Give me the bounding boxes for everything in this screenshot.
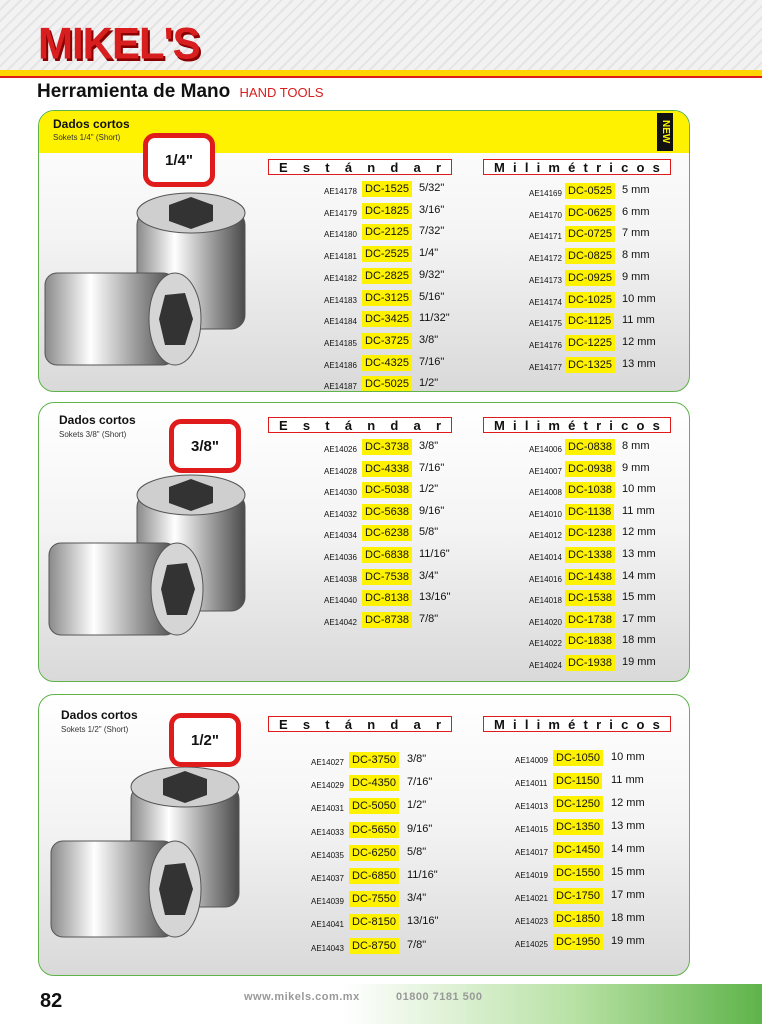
- header-letter: s: [652, 159, 660, 175]
- header-letter: c: [621, 716, 629, 732]
- product-model: DC-1038: [565, 482, 615, 498]
- brand-logo: MIKEL'S: [38, 18, 200, 69]
- product-code: AE14032: [324, 509, 357, 519]
- product-model: DC-6238: [362, 525, 412, 541]
- header-letter: E: [279, 159, 288, 175]
- footer-background: [0, 984, 762, 1024]
- header-letter: a: [413, 716, 421, 732]
- product-size: 12 mm: [611, 797, 645, 809]
- product-model: DC-5650: [349, 822, 399, 838]
- product-model: DC-1938: [565, 655, 615, 671]
- product-code: AE14185: [324, 338, 357, 348]
- product-model: DC-5038: [362, 482, 412, 498]
- header-letter: r: [435, 716, 441, 732]
- header-letter: c: [621, 417, 629, 433]
- header-letter: i: [609, 159, 613, 175]
- metric-header: [483, 716, 671, 732]
- header-letter: M: [494, 417, 505, 433]
- header-letter: i: [609, 417, 613, 433]
- header-letter: á: [344, 716, 353, 732]
- product-size: 7/8": [407, 938, 427, 951]
- product-code: AE14020: [529, 617, 562, 627]
- product-code: AE14039: [311, 897, 344, 907]
- header-letter: t: [583, 716, 588, 732]
- product-model: DC-1438: [565, 569, 615, 585]
- header-letter: n: [367, 716, 376, 732]
- product-code: AE14010: [529, 509, 562, 519]
- product-model: DC-1838: [565, 633, 615, 649]
- product-model: DC-1138: [565, 504, 614, 520]
- product-code: AE14018: [529, 596, 562, 606]
- header-letter: i: [536, 417, 541, 433]
- section-header-band: [39, 111, 689, 153]
- header-letter: M: [494, 716, 505, 732]
- product-size: 8 mm: [622, 440, 650, 452]
- header-letter: s: [652, 716, 660, 732]
- product-code: AE14177: [529, 362, 562, 372]
- product-model: DC-1525: [362, 181, 412, 197]
- product-size: 15 mm: [622, 591, 656, 604]
- product-size: 11 mm: [622, 314, 655, 327]
- product-size: 10 mm: [622, 292, 656, 305]
- product-code: AE14176: [529, 340, 562, 350]
- product-model: DC-1325: [565, 357, 615, 373]
- product-size: 9/32": [419, 268, 445, 281]
- product-model: DC-1538: [565, 590, 615, 606]
- section-panel-half-inch: [38, 694, 690, 976]
- section-subtitle: Sokets 1/2" (Short): [61, 725, 129, 734]
- header-letter: o: [636, 417, 645, 433]
- product-size: 1/2": [419, 483, 439, 496]
- product-model: DC-1550: [553, 865, 603, 881]
- section-subtitle: Sokets 3/8" (Short): [59, 430, 127, 439]
- section-panel-three-eighths-inch: [38, 402, 690, 682]
- header-letter: d: [390, 716, 399, 732]
- section-title: Dados cortos: [61, 708, 138, 722]
- product-model: DC-1850: [553, 911, 603, 927]
- header-letter: i: [536, 159, 541, 175]
- product-code: AE14180: [324, 230, 357, 240]
- product-code: AE14030: [324, 488, 357, 498]
- metric-header: [483, 417, 671, 433]
- product-code: AE14184: [324, 317, 357, 327]
- product-size: 8 mm: [622, 249, 650, 262]
- product-size: 12 mm: [622, 335, 656, 348]
- product-model: DC-4350: [349, 775, 399, 791]
- product-model: DC-8750: [349, 938, 399, 954]
- product-code: AE14023: [515, 917, 548, 926]
- product-code: AE14173: [529, 275, 562, 285]
- page-title-text: Herramienta de Mano: [37, 81, 231, 102]
- size-badge: 1/4": [143, 133, 215, 187]
- header-letter: t: [583, 417, 588, 433]
- product-code: AE14007: [529, 466, 562, 476]
- product-size: 13/16": [419, 591, 451, 604]
- product-code: AE14186: [324, 360, 357, 370]
- header-letter: m: [548, 159, 560, 175]
- section-panel-quarter-inch: [38, 110, 690, 392]
- product-code: AE14181: [324, 252, 357, 262]
- product-model: DC-0938: [565, 461, 615, 477]
- product-model: DC-1950: [553, 934, 603, 950]
- product-model: DC-4325: [362, 355, 412, 371]
- product-size: 11/16": [407, 869, 438, 881]
- product-model: DC-1025: [565, 292, 615, 308]
- socket-image: [39, 471, 269, 671]
- product-model: DC-5050: [349, 798, 399, 814]
- product-code: AE14024: [529, 661, 562, 670]
- product-model: DC-3725: [362, 333, 412, 349]
- product-code: AE14035: [311, 850, 344, 860]
- standard-header: [268, 417, 452, 433]
- product-size: 7/8": [419, 612, 439, 625]
- product-code: AE14014: [529, 553, 562, 562]
- product-size: 1/2": [407, 799, 427, 812]
- header-letter: d: [390, 159, 399, 175]
- header-letter: a: [413, 417, 421, 433]
- header-letter: á: [344, 159, 353, 175]
- product-model: DC-6250: [349, 845, 399, 861]
- product-size: 12 mm: [622, 526, 656, 539]
- header-letter: t: [325, 159, 330, 175]
- product-code: AE14169: [529, 189, 562, 198]
- header-letter: i: [609, 716, 613, 732]
- new-badge: NEW: [657, 113, 673, 151]
- product-size: 13 mm: [611, 820, 645, 832]
- product-model: DC-0725: [565, 226, 615, 242]
- product-code: AE14017: [515, 848, 548, 857]
- product-model: DC-1338: [565, 547, 615, 563]
- product-model: DC-6850: [349, 868, 399, 884]
- product-code: AE14175: [529, 319, 562, 329]
- header-letter: d: [390, 417, 399, 433]
- product-size: 13/16": [407, 915, 439, 928]
- product-size: 9 mm: [622, 461, 650, 474]
- product-size: 3/16": [419, 203, 445, 216]
- header-letter: á: [344, 417, 353, 433]
- product-size: 15 mm: [611, 866, 645, 878]
- header-letter: é: [568, 716, 576, 732]
- header-letter: c: [621, 159, 629, 175]
- product-code: AE14013: [515, 802, 548, 811]
- header-letter: m: [548, 417, 560, 433]
- size-badge: 1/2": [169, 713, 241, 767]
- header-letter: E: [279, 716, 288, 732]
- product-model: DC-3125: [362, 290, 412, 306]
- product-size: 7 mm: [622, 227, 650, 240]
- header-letter: n: [367, 417, 376, 433]
- product-size: 13 mm: [622, 548, 656, 560]
- socket-image: [39, 767, 269, 967]
- product-model: DC-5025: [362, 376, 412, 392]
- product-model: DC-3738: [362, 439, 412, 455]
- product-model: DC-3425: [362, 311, 412, 327]
- product-size: 1/4": [419, 247, 439, 260]
- header-letter: é: [568, 159, 576, 175]
- header-letter: a: [413, 159, 421, 175]
- header-letter: r: [596, 159, 602, 175]
- product-model: DC-5638: [362, 504, 412, 520]
- header-letter: l: [524, 159, 529, 175]
- header-letter: l: [524, 716, 529, 732]
- section-title: Dados cortos: [53, 117, 130, 131]
- product-code: AE14019: [515, 871, 548, 880]
- socket-image: [39, 181, 269, 386]
- product-model: DC-8738: [362, 612, 412, 628]
- metric-header: [483, 159, 671, 175]
- product-code: AE14028: [324, 466, 357, 476]
- section-subtitle: Sokets 1/4" (Short): [53, 133, 121, 142]
- header-letter: o: [636, 716, 645, 732]
- footer-phone: 01800 7181 500: [396, 991, 483, 1003]
- product-size: 1/2": [419, 377, 439, 390]
- product-code: AE14026: [324, 445, 357, 454]
- product-code: AE14015: [515, 825, 548, 834]
- header-letter: r: [435, 417, 441, 433]
- product-size: 13 mm: [622, 357, 656, 370]
- product-code: AE14008: [529, 488, 562, 498]
- standard-header: [268, 716, 452, 732]
- product-model: DC-1350: [553, 819, 603, 835]
- header-letter: i: [513, 159, 517, 175]
- header-letter: l: [524, 417, 529, 433]
- header-letter: i: [513, 716, 517, 732]
- product-size: 5/32": [419, 182, 445, 194]
- product-model: DC-6838: [362, 547, 412, 563]
- page-subtitle: HAND TOOLS: [239, 85, 324, 100]
- product-model: DC-7538: [362, 569, 412, 585]
- product-size: 7/32": [419, 225, 445, 238]
- page-number: 82: [40, 990, 63, 1012]
- product-model: DC-4338: [362, 461, 412, 477]
- product-model: DC-1125: [565, 313, 614, 329]
- product-code: AE14012: [529, 531, 562, 541]
- standard-header: [268, 159, 452, 175]
- product-model: DC-1450: [553, 842, 603, 858]
- product-code: AE14182: [324, 273, 357, 283]
- product-code: AE14029: [311, 781, 344, 791]
- header-letter: é: [568, 417, 576, 433]
- header-letter: i: [513, 417, 517, 433]
- product-size: 11/32": [419, 312, 450, 325]
- page-title: [37, 81, 324, 103]
- product-size: 3/4": [407, 892, 427, 905]
- product-size: 7/16": [419, 461, 445, 474]
- section-title: Dados cortos: [59, 413, 136, 427]
- product-code: AE14042: [324, 617, 357, 627]
- product-model: DC-1238: [565, 525, 615, 541]
- product-size: 5/16": [419, 290, 445, 303]
- product-model: DC-8150: [349, 914, 399, 930]
- product-code: AE14034: [324, 531, 357, 541]
- product-model: DC-8138: [362, 590, 412, 606]
- product-code: AE14038: [324, 574, 357, 584]
- product-size: 11 mm: [622, 504, 655, 517]
- header-letter: t: [325, 417, 330, 433]
- header-letter: r: [435, 159, 441, 175]
- product-size: 18 mm: [611, 912, 645, 924]
- product-size: 11/16": [419, 548, 450, 560]
- product-code: AE14025: [515, 940, 548, 949]
- product-model: DC-0838: [565, 439, 615, 455]
- product-code: AE14178: [324, 187, 357, 196]
- product-code: AE14179: [324, 208, 357, 218]
- product-size: 5/8": [407, 845, 427, 858]
- product-size: 19 mm: [611, 935, 645, 947]
- product-code: AE14006: [529, 445, 562, 454]
- product-code: AE14011: [515, 779, 548, 788]
- product-code: AE14037: [311, 874, 344, 883]
- product-model: DC-0825: [565, 248, 615, 264]
- header-letter: s: [302, 159, 311, 175]
- product-code: AE14036: [324, 553, 357, 562]
- product-code: AE14022: [529, 639, 562, 649]
- product-size: 6 mm: [622, 205, 650, 218]
- header-letter: t: [583, 159, 588, 175]
- product-model: DC-1250: [553, 796, 603, 812]
- product-code: AE14172: [529, 254, 562, 264]
- product-model: DC-1825: [362, 203, 412, 219]
- product-size: 9/16": [407, 822, 433, 835]
- header-letter: t: [325, 716, 330, 732]
- product-model: DC-3750: [349, 752, 399, 768]
- size-badge: 3/8": [169, 419, 241, 473]
- header-letter: E: [279, 417, 288, 433]
- product-code: AE14170: [529, 210, 562, 220]
- product-model: DC-0625: [565, 205, 615, 221]
- product-size: 5 mm: [622, 184, 650, 196]
- header-letter: s: [302, 417, 311, 433]
- product-size: 19 mm: [622, 656, 656, 668]
- product-size: 14 mm: [622, 569, 656, 582]
- product-model: DC-2125: [362, 224, 412, 240]
- product-size: 9/16": [419, 504, 445, 517]
- product-size: 18 mm: [622, 634, 656, 647]
- product-code: AE14027: [311, 758, 344, 767]
- product-model: DC-2525: [362, 246, 412, 262]
- product-code: AE14021: [515, 894, 548, 903]
- product-size: 3/8": [419, 440, 439, 452]
- product-model: DC-1150: [553, 773, 602, 789]
- product-size: 10 mm: [611, 751, 645, 763]
- header-letter: i: [536, 716, 541, 732]
- product-code: AE14183: [324, 295, 357, 305]
- product-size: 3/4": [419, 569, 439, 582]
- product-size: 7/16": [407, 776, 433, 789]
- footer-website-link[interactable]: www.mikels.com.mx: [244, 991, 360, 1003]
- header-letter: m: [548, 716, 560, 732]
- product-code: AE14016: [529, 574, 562, 584]
- product-code: AE14043: [311, 943, 344, 953]
- header-letter: r: [596, 716, 602, 732]
- product-code: AE14031: [311, 804, 344, 814]
- header-letter: o: [636, 159, 645, 175]
- product-code: AE14040: [324, 596, 357, 606]
- product-code: AE14033: [311, 827, 344, 837]
- product-model: DC-1050: [553, 750, 603, 766]
- product-code: AE14041: [311, 920, 344, 930]
- product-size: 17 mm: [611, 889, 645, 901]
- header-divider-red: [0, 76, 762, 78]
- header-letter: s: [302, 716, 311, 732]
- product-size: 17 mm: [622, 612, 656, 625]
- product-model: DC-0925: [565, 270, 615, 286]
- product-code: AE14009: [515, 756, 548, 765]
- product-code: AE14187: [324, 382, 357, 392]
- header-letter: s: [652, 417, 660, 433]
- header-letter: n: [367, 159, 376, 175]
- product-size: 7/16": [419, 355, 445, 368]
- product-model: DC-1738: [565, 612, 615, 628]
- product-size: 14 mm: [611, 843, 645, 855]
- product-size: 9 mm: [622, 270, 650, 283]
- product-model: DC-1225: [565, 335, 615, 351]
- product-model: DC-0525: [565, 183, 615, 199]
- product-code: AE14174: [529, 297, 562, 307]
- header-letter: r: [596, 417, 602, 433]
- product-model: DC-7550: [349, 891, 399, 907]
- product-size: 11 mm: [611, 774, 644, 786]
- product-model: DC-1750: [553, 888, 603, 904]
- product-size: 10 mm: [622, 483, 656, 496]
- product-code: AE14171: [529, 232, 562, 242]
- product-size: 5/8": [419, 526, 439, 539]
- product-model: DC-2825: [362, 268, 412, 284]
- header-letter: M: [494, 159, 505, 175]
- product-size: 3/8": [407, 753, 427, 765]
- product-size: 3/8": [419, 333, 439, 346]
